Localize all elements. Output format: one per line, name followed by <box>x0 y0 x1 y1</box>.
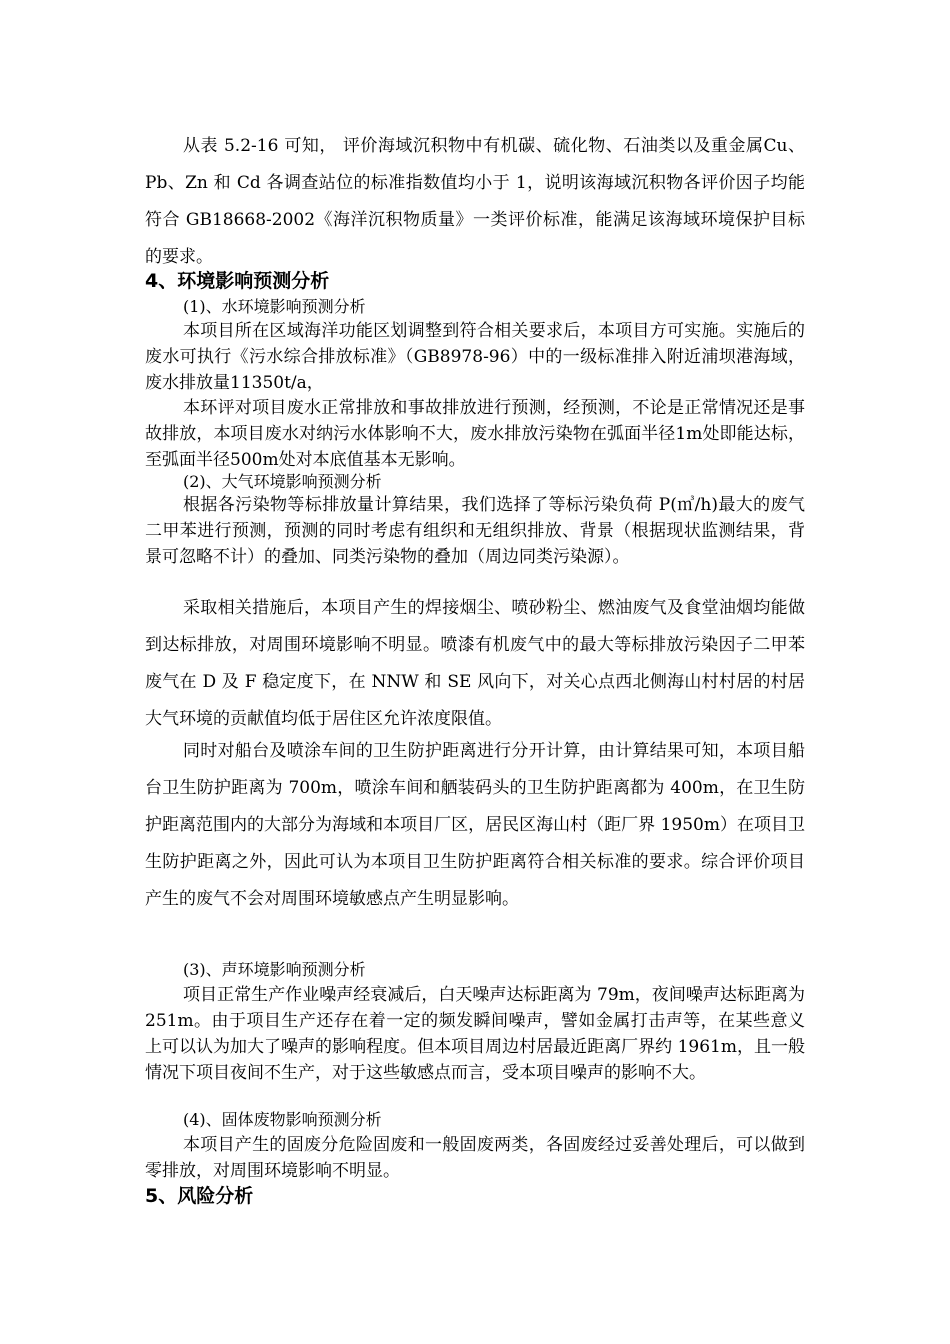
subheading-air: (2)、大气环境影响预测分析 <box>183 472 382 491</box>
paragraph-water-1: 本项目所在区域海洋功能区划调整到符合相关要求后，本项目方可实施。实施后的废水可执行《污水综合排放标准》（GB8978-96）中的一级标准排入附近浦坝港海域，废水排放量11350t/a， <box>145 321 805 393</box>
subheading-solid-waste: (4)、固体废物影响预测分析 <box>183 1110 382 1129</box>
paragraph-air-1: 根据各污染物等标排放量计算结果，我们选择了等标污染负荷 P(㎥/h)最大的废气二甲苯进行预测，预测的同时考虑有组织和无组织排放、背景（根据现状监测结果，背景可忽略不计）的叠加、同类污染物的叠加（周边同类污染源）。 <box>145 495 805 567</box>
paragraph-solid-waste: 本项目产生的固废分危险固废和一般固废两类，各固废经过妥善处理后，可以做到零排放，对周围环境影响不明显。 <box>145 1135 805 1181</box>
paragraph-air-3: 同时对船台及喷涂车间的卫生防护距离进行分开计算，由计算结果可知，本项目船台卫生防护距离为 700m，喷涂车间和舾装码头的卫生防护距离都为 400m，在卫生防护距离范围内的大部分为海域和本项目厂区，居民区海山村（距厂界 1950m）在项目卫生防护距离之外，因此可认为本项目卫生防护距离符合相关标准的要求。综合评价项目产生的废气不会对周围环境敏感点产生明显影响。 <box>145 741 805 909</box>
subheading-water: (1)、水环境影响预测分析 <box>183 297 366 316</box>
subheading-noise: (3)、声环境影响预测分析 <box>183 960 366 979</box>
paragraph-sediment-evaluation: 从表 5.2-16 可知， 评价海域沉积物中有机碳、硫化物、石油类以及重金属Cu、Pb、Zn 和 Cd 各调查站位的标准指数值均小于 1，说明该海域沉积物各评价因子均能符合 GB18668-2002《海洋沉积物质量》一类评价标准，能满足该海域环境保护目标的要求。 <box>145 136 805 267</box>
section-heading-5: 5、风险分析 <box>145 1185 254 1207</box>
paragraph-air-2: 采取相关措施后，本项目产生的焊接烟尘、喷砂粉尘、燃油废气及食堂油烟均能做到达标排放，对周围环境影响不明显。喷漆有机废气中的最大等标排放污染因子二甲苯废气在 D 及 F 稳定度下，在 NNW 和 SE 风向下，对关心点西北侧海山村村居的村居大气环境的贡献值均低于居住区允许浓度限值。 <box>145 598 805 729</box>
paragraph-water-2: 本环评对项目废水正常排放和事故排放进行预测，经预测，不论是正常情况还是事故排放，本项目废水对纳污水体影响不大，废水排放污染物在弧面半径1m处即能达标，至弧面半径500m处对本底值基本无影响。 <box>145 398 805 470</box>
section-heading-4: 4、环境影响预测分析 <box>145 270 330 292</box>
paragraph-noise: 项目正常生产作业噪声经衰减后，白天噪声达标距离为 79m，夜间噪声达标距离为 251m。由于项目生产还存在着一定的频发瞬间噪声，譬如金属打击声等，在某些意义上可以认为加大了噪声的影响程度。但本项目周边村居最近距离厂界约 1961m，且一般情况下项目夜间不生产，对于这些敏感点而言，受本项目噪声的影响不大。 <box>145 985 805 1083</box>
